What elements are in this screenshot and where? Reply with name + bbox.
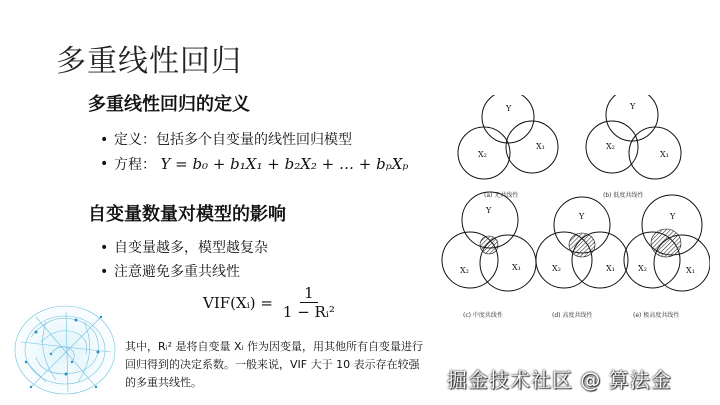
svg-text:X₂: X₂: [606, 142, 615, 151]
svg-text:X₂: X₂: [638, 264, 647, 273]
venn-d-shaded-overlap: [569, 233, 595, 257]
slide-title: 多重线性回归: [56, 44, 242, 79]
section-heading-impact: 自变量数量对模型的影响: [88, 204, 286, 225]
svg-text:X₂: X₂: [478, 150, 487, 159]
section-heading-definition: 多重线性回归的定义: [88, 94, 250, 115]
svg-text:Y: Y: [670, 212, 676, 221]
bullet-multicollinearity: • 注意避免多重共线性: [100, 260, 268, 284]
svg-text:X₂: X₂: [552, 264, 561, 273]
vif-fraction: [279, 284, 339, 321]
svg-text:Y: Y: [486, 206, 492, 215]
definition-bullets: [100, 128, 408, 177]
vif-formula: [203, 284, 339, 321]
equation-label: 方程：: [114, 157, 156, 173]
svg-text:Y: Y: [506, 104, 512, 113]
vif-lhs: VIF(Xᵢ) =: [203, 293, 273, 312]
svg-text:X₂: X₂: [460, 266, 469, 275]
svg-text:X₁: X₁: [606, 264, 615, 273]
vif-denominator: 1 − Rᵢ²: [282, 303, 335, 321]
collinearity-venn-diagrams: [440, 95, 710, 330]
venn-caption-b: (b) 低度共线性: [603, 192, 644, 199]
venn-caption-e: (e) 极高度共线性: [633, 312, 680, 319]
venn-caption-c: (c) 中度共线性: [463, 312, 503, 319]
brain-network-image: [6, 292, 124, 402]
watermark: 掘金技术社区 @ 算法金: [447, 368, 672, 392]
vif-explanation: 其中，Rᵢ² 是将自变量 Xᵢ 作为因变量，用其他所有自变量进行回归得到的决定系数。一般来说，VIF 大于 10 表示存在较强的多重共线性。: [125, 340, 424, 389]
svg-text:Y: Y: [579, 212, 585, 221]
svg-text:Y: Y: [630, 102, 636, 111]
venn-a-x1: [506, 121, 558, 173]
impact-bullets: [100, 236, 268, 284]
bullet-complexity: • 自变量越多，模型越复杂: [100, 236, 268, 260]
svg-text:X₁: X₁: [686, 266, 695, 275]
equation-formula: Y = b₀ + b₁X₁ + b₂X₂ + … + bₚXₚ: [160, 155, 409, 173]
svg-text:X₁: X₁: [660, 150, 669, 159]
venn-caption-d: (d) 高度共线性: [552, 312, 593, 319]
bullet-definition: • 定义：包括多个自变量的线性回归模型: [100, 128, 408, 152]
svg-text:X₁: X₁: [536, 142, 545, 151]
vif-numerator: 1: [300, 284, 318, 303]
venn-caption-a: (a) 无共线性: [484, 192, 519, 199]
venn-e-shaded-overlap: [651, 229, 681, 257]
svg-text:X₁: X₁: [512, 263, 521, 272]
bullet-equation: [100, 152, 408, 177]
venn-c-shaded-overlap: [480, 236, 498, 254]
